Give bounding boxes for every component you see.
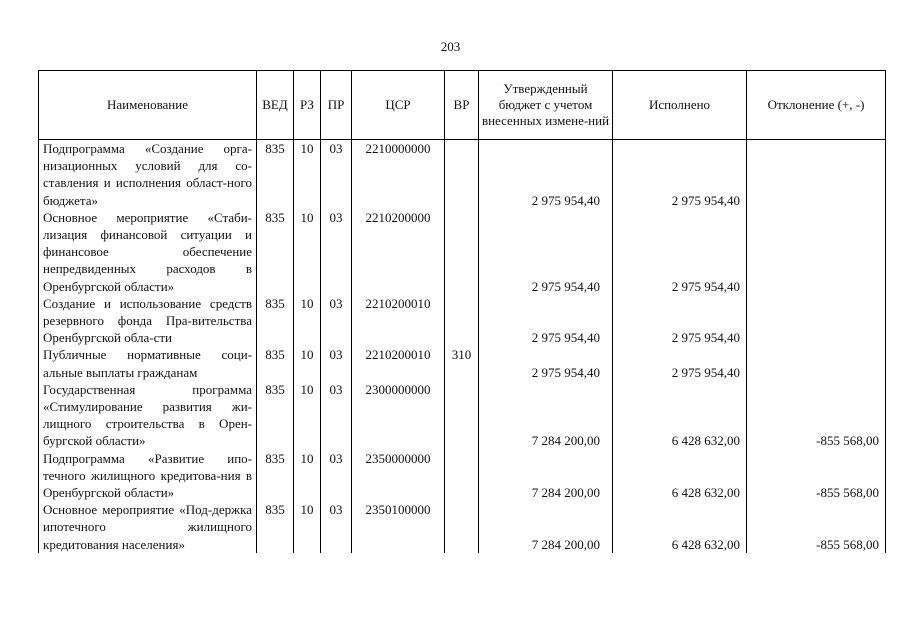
cell-rz: 10 <box>294 346 321 380</box>
cell-approved: 7 284 200,00 <box>479 450 613 502</box>
cell-executed: 2 975 954,40 <box>613 209 747 295</box>
cell-pr: 03 <box>321 381 352 450</box>
cell-csr: 2210000000 <box>352 140 445 209</box>
cell-rz: 10 <box>294 209 321 295</box>
table-row <box>39 295 886 347</box>
cell-pr: 03 <box>321 209 352 295</box>
table-row <box>39 450 886 502</box>
cell-deviation <box>747 295 886 347</box>
cell-ved: 835 <box>257 295 294 347</box>
cell-approved: 2 975 954,40 <box>479 346 613 380</box>
cell-vr <box>445 295 479 347</box>
cell-executed: 6 428 632,00 <box>613 381 747 450</box>
page-number: 203 <box>440 39 461 54</box>
cell-name: Создание и использование средств резервного фонда Пра-вительства Оренбургской обла-сти <box>39 295 257 347</box>
cell-csr: 2300000000 <box>352 381 445 450</box>
cell-pr: 03 <box>321 501 352 553</box>
header-executed: Исполнено <box>613 71 747 140</box>
header-csr: ЦСР <box>352 71 445 140</box>
cell-csr: 2210200010 <box>352 295 445 347</box>
cell-csr: 2210200010 <box>352 346 445 380</box>
table-row <box>39 346 886 380</box>
cell-ved: 835 <box>257 209 294 295</box>
cell-csr: 2350100000 <box>352 501 445 553</box>
table-row <box>39 501 886 553</box>
cell-deviation: -855 568,00 <box>747 450 886 502</box>
header-approved: Утвержденный бюджет с учетом внесенных измене-ний <box>479 71 613 140</box>
cell-pr: 03 <box>321 346 352 380</box>
cell-name: Основное мероприятие «Стаби-лизация финансовой ситуации и финансовое обеспечение непредвиденных расходов в Оренбургской области» <box>39 209 257 295</box>
budget-table <box>38 70 886 553</box>
cell-name: Публичные нормативные соци-альные выплаты гражданам <box>39 346 257 380</box>
cell-csr: 2210200000 <box>352 209 445 295</box>
cell-deviation <box>747 209 886 295</box>
cell-executed: 2 975 954,40 <box>613 140 747 209</box>
cell-approved: 2 975 954,40 <box>479 140 613 209</box>
cell-pr: 03 <box>321 450 352 502</box>
cell-executed: 2 975 954,40 <box>613 346 747 380</box>
cell-name: Подпрограмма «Создание орга-низационных условий для со-ставления и исполнения област-ного бюджета» <box>39 140 257 209</box>
cell-executed: 6 428 632,00 <box>613 450 747 502</box>
cell-deviation: -855 568,00 <box>747 501 886 553</box>
cell-approved: 7 284 200,00 <box>479 501 613 553</box>
header-deviation: Отклонение (+, -) <box>747 71 886 140</box>
cell-ved: 835 <box>257 381 294 450</box>
cell-vr: 310 <box>445 346 479 380</box>
cell-rz: 10 <box>294 140 321 209</box>
table-body <box>39 140 886 553</box>
cell-rz: 10 <box>294 450 321 502</box>
cell-vr <box>445 209 479 295</box>
table-header-row <box>39 71 886 140</box>
cell-ved: 835 <box>257 450 294 502</box>
header-rz: РЗ <box>294 71 321 140</box>
cell-approved: 2 975 954,40 <box>479 295 613 347</box>
header-pr: ПР <box>321 71 352 140</box>
table-row <box>39 381 886 450</box>
cell-rz: 10 <box>294 381 321 450</box>
cell-name: Основное мероприятие «Под-держка ипотечного жилищного кредитования населения» <box>39 501 257 553</box>
cell-name: Государственная программа «Стимулирование развития жи-лищного строительства в Орен-бургской области» <box>39 381 257 450</box>
cell-ved: 835 <box>257 346 294 380</box>
cell-deviation: -855 568,00 <box>747 381 886 450</box>
header-name: Наименование <box>39 71 257 140</box>
cell-vr <box>445 501 479 553</box>
table-row <box>39 209 886 295</box>
cell-vr <box>445 450 479 502</box>
header-vr: ВР <box>445 71 479 140</box>
cell-ved: 835 <box>257 501 294 553</box>
table-row <box>39 140 886 209</box>
cell-approved: 2 975 954,40 <box>479 209 613 295</box>
cell-csr: 2350000000 <box>352 450 445 502</box>
cell-pr: 03 <box>321 295 352 347</box>
cell-executed: 2 975 954,40 <box>613 295 747 347</box>
cell-approved: 7 284 200,00 <box>479 381 613 450</box>
cell-rz: 10 <box>294 295 321 347</box>
cell-deviation <box>747 346 886 380</box>
header-ved: ВЕД <box>257 71 294 140</box>
cell-pr: 03 <box>321 140 352 209</box>
cell-name: Подпрограмма «Развитие ипо-течного жилищного кредитова-ния в Оренбургской области» <box>39 450 257 502</box>
cell-deviation <box>747 140 886 209</box>
cell-ved: 835 <box>257 140 294 209</box>
cell-rz: 10 <box>294 501 321 553</box>
cell-vr <box>445 381 479 450</box>
cell-executed: 6 428 632,00 <box>613 501 747 553</box>
cell-vr <box>445 140 479 209</box>
